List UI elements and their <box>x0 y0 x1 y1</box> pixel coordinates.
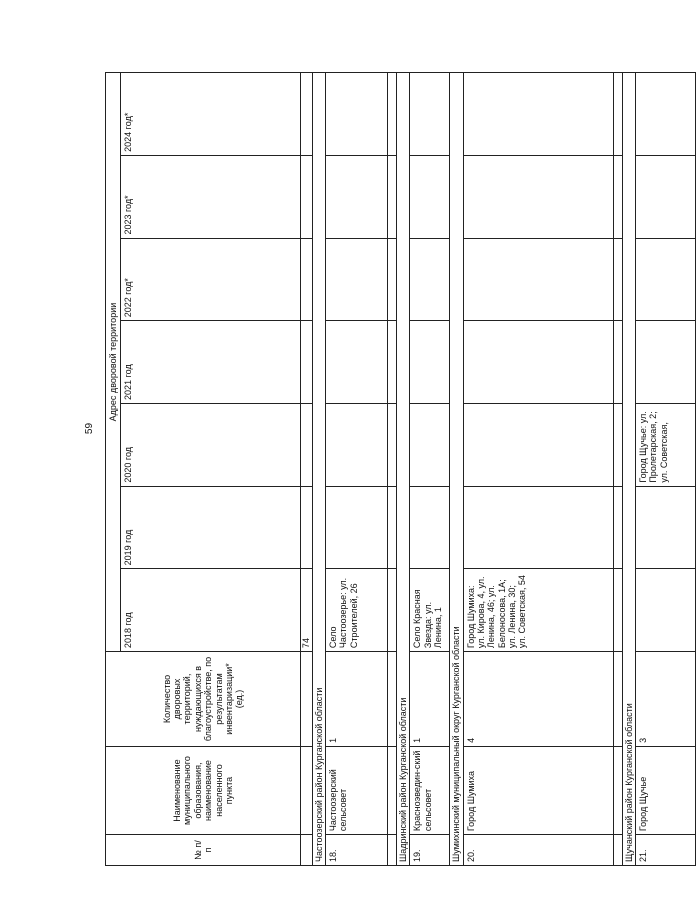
row-name: Город Щучье <box>636 746 696 834</box>
row-address-2020 <box>410 403 450 486</box>
row-name: Красноэведин-ский сельсовет <box>410 746 450 834</box>
row-count: 1 <box>410 652 450 747</box>
row-address-2018 <box>636 569 696 652</box>
region-row <box>312 73 325 866</box>
row-address-2020 <box>463 403 613 486</box>
row-name: Частоозерский сельсовет <box>326 746 388 834</box>
region-label: Щучанский район Курганской области <box>622 73 635 866</box>
header-num: № п/п <box>106 835 301 866</box>
row-address-2020: Город Щучье: ул. Пролетарская, 2; ул. Советская, <box>636 403 696 486</box>
header-year: 2019 год <box>121 486 301 569</box>
table-row <box>463 73 613 866</box>
row-num: 18. <box>326 835 388 866</box>
row-address-2018: Село Красная Звезда: ул. Ленина, 1 <box>410 569 450 652</box>
region-row <box>397 73 410 866</box>
header-year: 2024 год* <box>121 73 301 156</box>
row-address-2018: Село Частоозерье: ул. Строителей, 26 <box>326 569 388 652</box>
row-name: Город Шумиха <box>463 746 613 834</box>
header-year: 2020 год <box>121 403 301 486</box>
yard-territories-table <box>105 72 696 866</box>
region-label: Частоозерский район Курганской области <box>312 73 325 866</box>
row-count: 3 <box>636 652 696 747</box>
region-label: Шадринский район Курганской области <box>397 73 410 866</box>
row-address-2019 <box>636 486 696 569</box>
row-num: 21. <box>636 835 696 866</box>
table-row <box>326 73 388 866</box>
rotated-table-container <box>105 72 669 866</box>
row-address-2019 <box>326 486 388 569</box>
header-year: 2022 год* <box>121 238 301 321</box>
row-address-2020 <box>326 403 388 486</box>
row-count: 1 <box>326 652 388 747</box>
row-address-2018: Город Шумиха: ул. Кирова, 4, ул. Ленина, 46; ул. Белоносова, 1А; ул. Ленина, 30; ул. Советская, 54 <box>463 569 613 652</box>
header-name: Наименование муниципального образования, наименование населенного пункта <box>106 746 301 834</box>
table-row <box>636 73 696 866</box>
region-row <box>450 73 463 866</box>
page-number: 59 <box>84 422 96 435</box>
header-year: 2021 год <box>121 321 301 404</box>
total-count: 74 <box>301 569 312 652</box>
header-address-group: Адрес дворовой территории <box>106 73 121 652</box>
row-num: 20. <box>463 835 613 866</box>
region-row <box>622 73 635 866</box>
total-row <box>301 73 312 866</box>
row-address-2019 <box>463 486 613 569</box>
region-label: Шумихинский муниципальный округ Курганской области <box>450 73 463 866</box>
row-address-2019 <box>410 486 450 569</box>
row-num: 19. <box>410 835 450 866</box>
header-year: 2023 год* <box>121 155 301 238</box>
header-year: 2018 год <box>121 569 301 652</box>
table-row <box>410 73 450 866</box>
header-count: Количество дворовых территорий, нуждающихся в благоустройстве, по результатам инвентаризации* (ед.) <box>106 652 301 747</box>
row-count: 4 <box>463 652 613 747</box>
